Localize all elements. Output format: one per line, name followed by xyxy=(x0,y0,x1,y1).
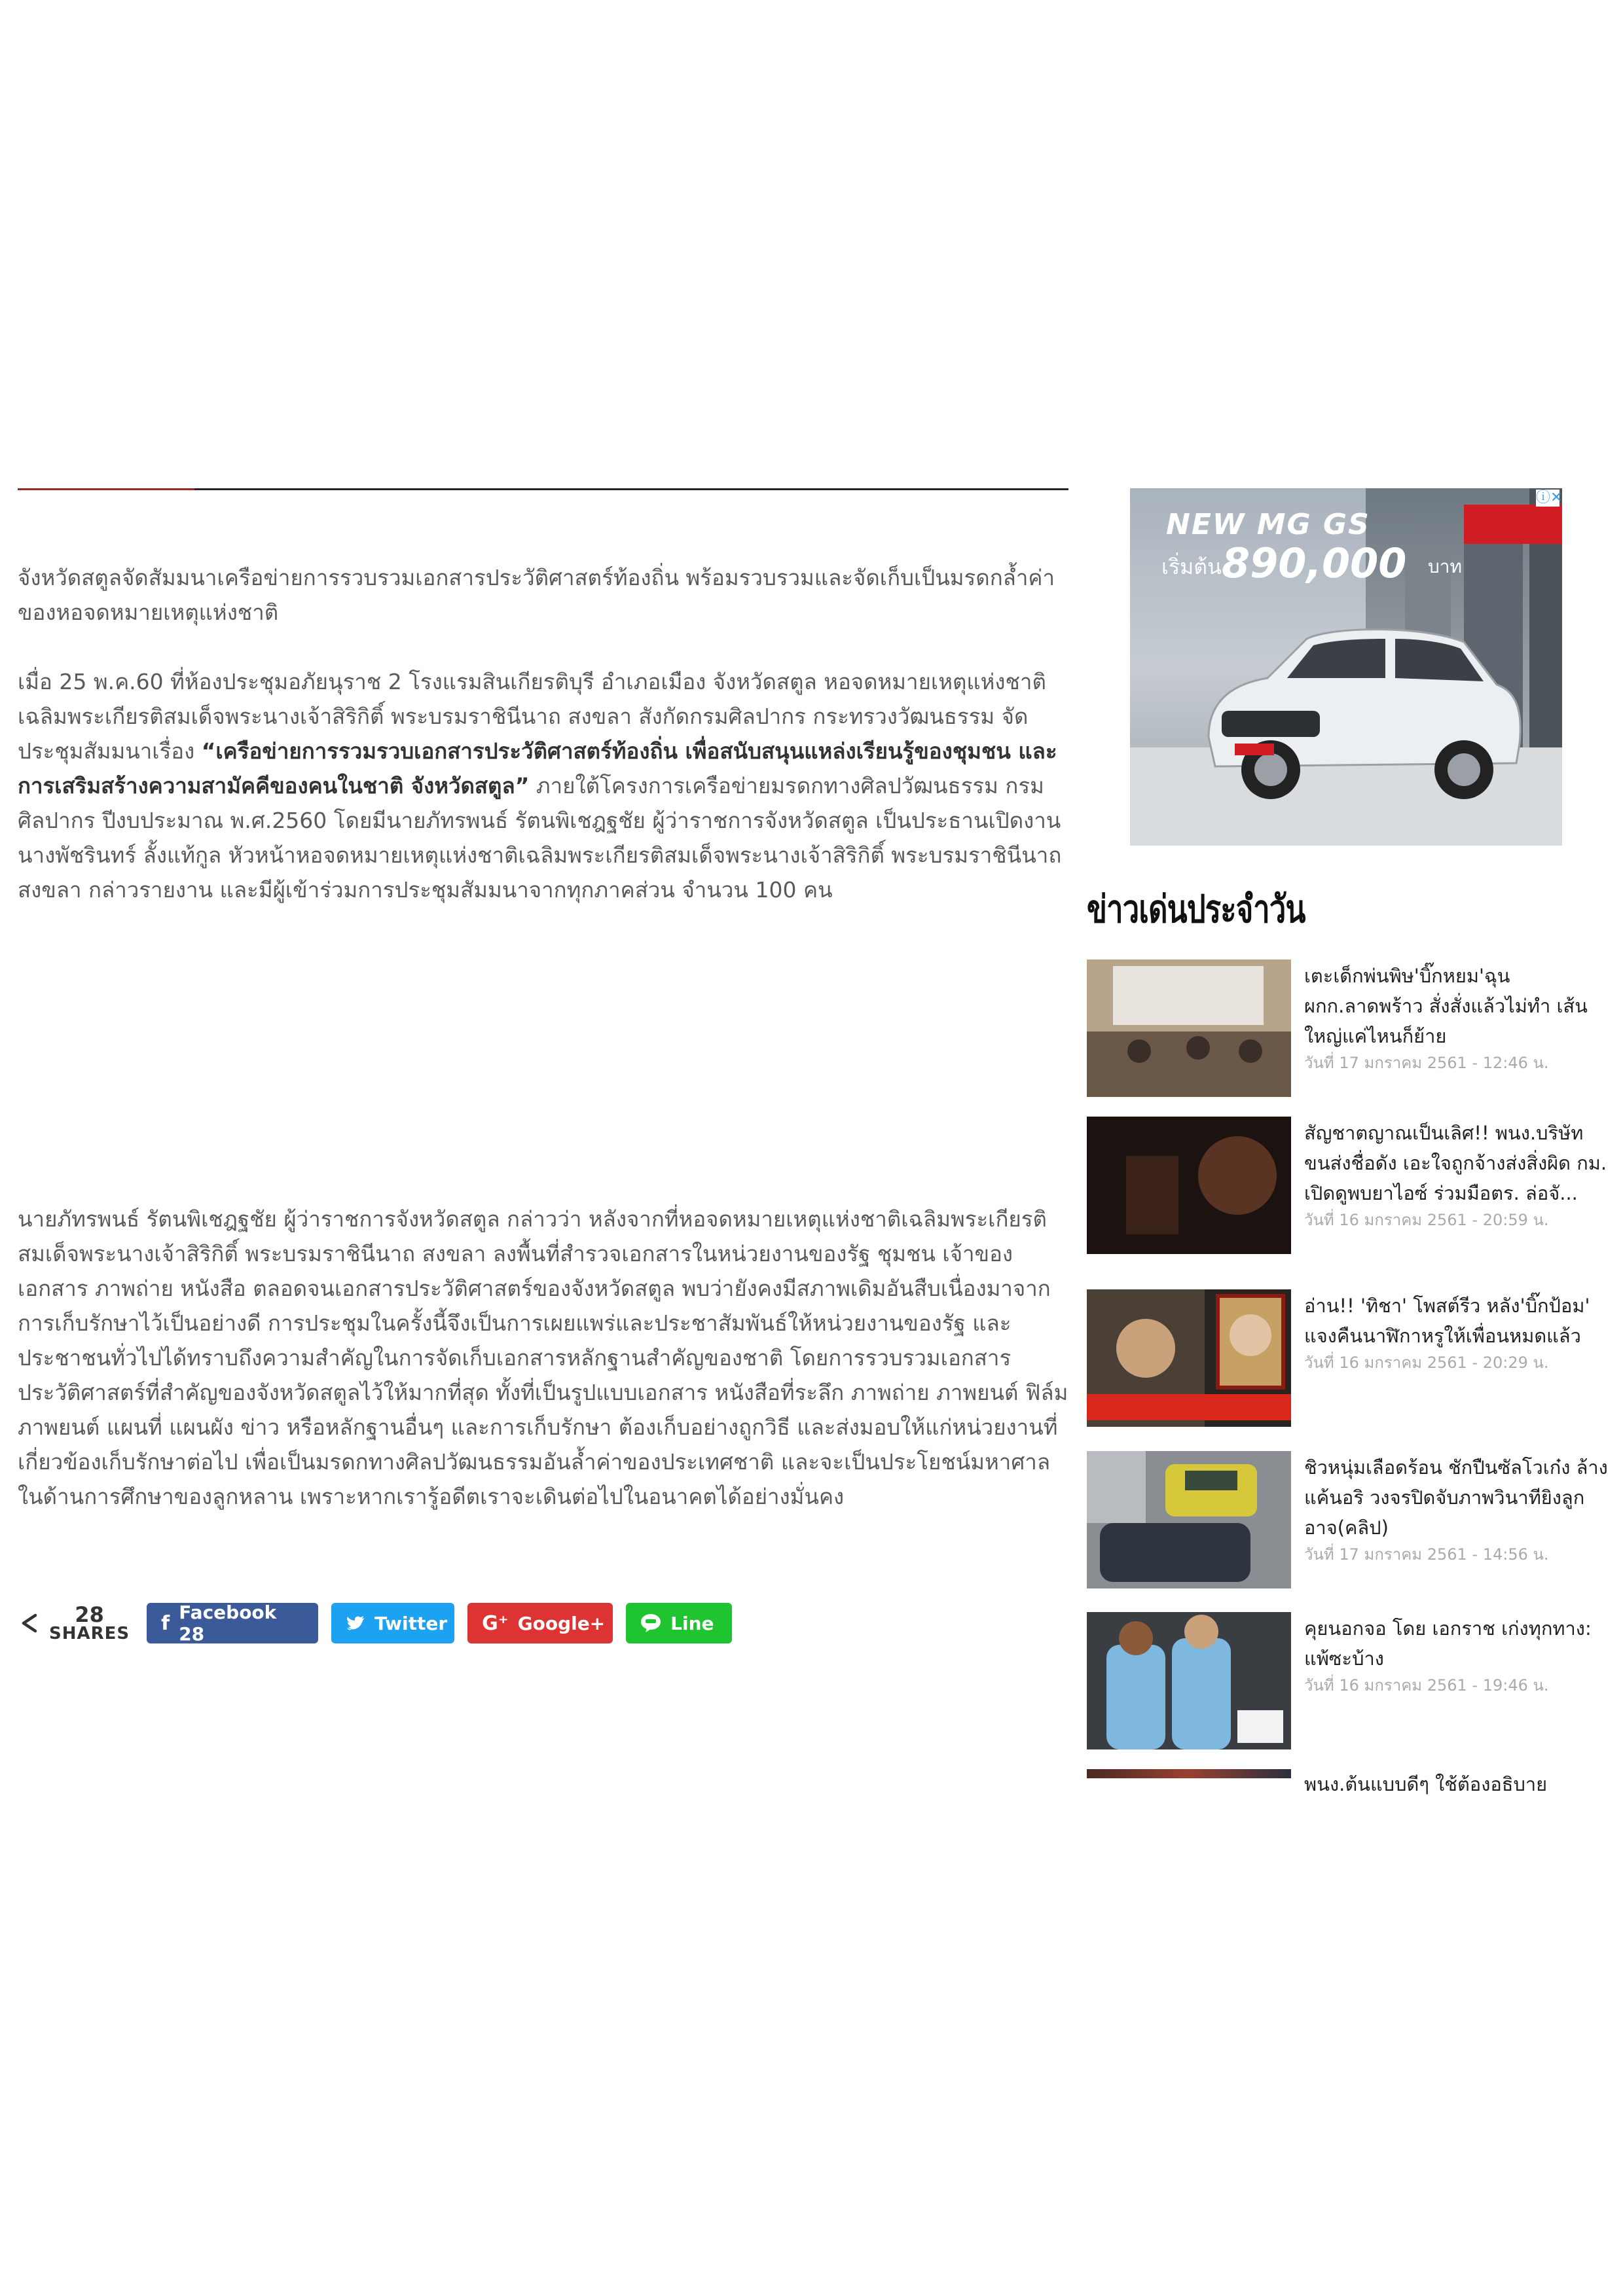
sidebar-news-item[interactable] xyxy=(1087,1289,1611,1430)
sidebar-title: ข่าวเด่นประจำวัน xyxy=(1087,887,1305,931)
sidebar-news-item[interactable] xyxy=(1087,1451,1611,1592)
article-lead-text: จังหวัดสตูลจัดสัมมนาเครือข่ายการรวบรวมเอกสารประวัติศาสตร์ท้องถิ่น พร้อมรวบรวมและจัดเก็บเป็นมรดกล้ำค่าของหอจดหมายเหตุแห่งชาติ xyxy=(18,565,1055,625)
article-paragraph-2-text: นายภัทรพนธ์ รัตนพิเชฎฐชัย ผู้ว่าราชการจังหวัดสตูล กล่าวว่า หลังจากที่หอจดหมายเหตุแห่งชาติเฉลิมพระเกียรติสมเด็จพระนางเจ้าสิริกิติ์ พระบรมราชินีนาถ สงขลา ลงพื้นที่สำรวจเอกสารในหน่วยงานของรัฐ ชุมชน เจ้าของเอกสาร ภาพถ่าย หนังสือ ตลอดจนเอกสารประวัติศาสตร์ของจังหวัดสตูล พบว่ายังคงมีสภาพเดิมอันสืบเนื่องมาจากการเก็บรักษาไว้เป็นอย่างดี การประชุมในครั้งนี้จึงเป็นการเผยแพร่และประชาสัมพันธ์ให้หน่วยงานของรัฐ และประชาชนทั่วไปได้ทราบถึงความสำคัญในการจัดเก็บเอกสารหลักฐานสำคัญของชาติ โดยการรวบรวมเอกสารประวัติศาสตร์ที่สำคัญของจังหวัดสตูลไว้ให้มากที่สุด ทั้งที่เป็นรูปแบบเอกสาร หนังสือที่ระลึก ภาพถ่าย ภาพยนต์ ฟิล์มภาพยนต์ แผนที่ แผนผัง ข่าว หรือหลักฐานอื่นๆ และการเก็บรักษา ต้องเก็บอย่างถูกวิธี และส่งมอบให้แก่หน่วยงานที่เกี่ยวข้องเก็บรักษาต่อไป เพื่อเป็นมรดกทางศิลปวัฒนธรรมอันล้ำค่าของประเทศชาติ และจะเป็นประโยชน์มหาศาลในด้านการศึกษาของลูกหลาน เพราะหากเรารู้อดีตเราจะเดินต่อไปในอนาคตได้อย่างมั่นคง xyxy=(18,1206,1068,1509)
google-plus-icon: G⁺ xyxy=(482,1611,509,1635)
google-plus-share-button[interactable] xyxy=(467,1603,613,1643)
news-thumbnail-partial[interactable] xyxy=(1087,1769,1291,1778)
article-paragraph-1-text-a: เมื่อ 25 พ.ค.60 ที่ห้องประชุมอภัยนุราช 2 โรงแรมสินเกียรติบุรี อำเภอเมือง จังหวัดสตูล หอจดหมายเหตุแห่งชาติเฉลิมพระเกียรติสมเด็จพระนางเจ้าสิริกิติ์ พระบรมราชินีนาถ สงขลา สังกัดกรมศิลปากร กระทรวงวัฒนธรรม จัดประชุมสัมมนาเรื่อง xyxy=(18,669,1046,764)
news-title[interactable]: อ่าน!! 'ทิชา' โพสต์รีว หลัง'บิ๊กป้อม' แจงคืนนาฬิกาหรูให้เพื่อนหมดแล้ว xyxy=(1304,1295,1590,1347)
ad-brand: NEW MG GS xyxy=(1166,508,1370,541)
news-thumbnail[interactable] xyxy=(1087,1451,1291,1588)
facebook-share-label: Facebook 28 xyxy=(179,1602,277,1645)
share-bar xyxy=(18,1602,745,1644)
facebook-icon: f xyxy=(161,1611,170,1635)
share-count-number: 28 xyxy=(75,1602,104,1627)
news-date: วันที่ 17 มกราคม 2561 - 12:46 น. xyxy=(1304,1054,1549,1072)
ad-price-prefix: เริ่มต้น xyxy=(1161,554,1222,579)
car-illustration xyxy=(1189,613,1529,809)
article-paragraph-1-bold: “เครือข่ายการรวมรวบเอกสารประวัติศาสตร์ท้องถิ่น เพื่อสนับสนุนแหล่งเรียนรู้ของชุมชน และการเสริมสร้างความสามัคคีของคนในชาติ จังหวัดสตูล” xyxy=(18,738,1057,798)
ad-brand-badge xyxy=(1464,505,1562,544)
line-icon xyxy=(640,1613,661,1633)
article-paragraph-1 xyxy=(18,664,1075,907)
article-lead xyxy=(18,560,1075,630)
news-title[interactable]: สัญชาตญาณเป็นเลิศ!! พนง.บริษัทขนส่งชื่อดัง เอะใจถูกจ้างส่งสิ่งผิด กม. เปิดดูพบยาไอซ์ ร่วมมือตร. ล่อจั... xyxy=(1304,1122,1607,1204)
share-count xyxy=(49,1604,130,1642)
news-date: วันที่ 16 มกราคม 2561 - 20:59 น. xyxy=(1304,1211,1549,1229)
article-paragraph-2 xyxy=(18,1202,1075,1514)
news-date: วันที่ 16 มกราคม 2561 - 20:29 น. xyxy=(1304,1354,1549,1372)
news-title-partial[interactable]: พนง.ต้นแบบดีๆ ใช้ต้องอธิบาย xyxy=(1304,1773,1548,1795)
news-title[interactable]: เตะเด็กพ่นพิษ'บิ๊กหยม'ฉุน ผกก.ลาดพร้าว สั่งสั่งแล้วไม่ทำ เส้นใหญ่แค่ไหนก็ย้าย xyxy=(1304,965,1588,1047)
twitter-icon xyxy=(346,1615,365,1632)
news-thumbnail[interactable] xyxy=(1087,1612,1291,1749)
article-paragraph-1-text-b: ภายใต้โครงการเครือข่ายมรดกทางศิลปวัฒนธรรม กรมศิลปากร ปีงบประมาณ พ.ศ.2560 โดยมีนายภัทรพนธ์ รัตนพิเชฎฐชัย ผู้ว่าราชการจังหวัดสตูล เป็นประธานเปิดงาน นางพัชรินทร์ ลั้งแท้กูล หัวหน้าหอจดหมายเหตุแห่งชาติเฉลิมพระเกียรติสมเด็จพระนางเจ้าสิริกิติ์ พระบรมราชินีนาถ สงขลา กล่าวรายงาน และมีผู้เข้าร่วมการประชุมสัมมนาจากทุกภาคส่วน จำนวน 100 คน xyxy=(18,773,1062,903)
ad-close-icon[interactable]: ⓘ✕ xyxy=(1536,490,1563,506)
news-title[interactable]: ชิวหนุ่มเลือดร้อน ชักปืนซัลโวเก๋ง ล้างแค้นอริ วงจรปิดจับภาพวินาทียิงลูกอาจ(คลิป) xyxy=(1304,1456,1608,1539)
news-title[interactable]: คุยนอกจอ โดย เอกราช เก่งทุกทาง: แพ้ซะบ้าง xyxy=(1304,1617,1592,1670)
news-thumbnail[interactable] xyxy=(1087,960,1291,1097)
line-share-button[interactable] xyxy=(626,1603,732,1643)
line-share-label: Line xyxy=(670,1612,714,1634)
ad-price: 890,000 xyxy=(1222,539,1407,587)
twitter-share-button[interactable] xyxy=(331,1603,454,1643)
facebook-share-button[interactable] xyxy=(147,1603,318,1643)
news-date: วันที่ 17 มกราคม 2561 - 14:56 น. xyxy=(1304,1545,1549,1564)
sidebar-news-item[interactable] xyxy=(1087,1117,1611,1257)
news-thumbnail[interactable] xyxy=(1087,1289,1291,1427)
article-top-rule-accent xyxy=(18,488,194,490)
share-count-label: SHARES xyxy=(49,1624,130,1643)
google-plus-share-label: Google+ xyxy=(517,1612,606,1634)
share-icon[interactable] xyxy=(18,1611,41,1635)
ad-currency: บาท xyxy=(1428,556,1462,577)
twitter-share-label: Twitter xyxy=(374,1612,448,1634)
sidebar-news-item[interactable] xyxy=(1087,960,1611,1100)
sidebar-news-item[interactable] xyxy=(1087,1612,1611,1753)
news-date: วันที่ 16 มกราคม 2561 - 19:46 น. xyxy=(1304,1676,1549,1695)
advertisement-banner[interactable] xyxy=(1130,488,1562,846)
news-thumbnail[interactable] xyxy=(1087,1117,1291,1254)
